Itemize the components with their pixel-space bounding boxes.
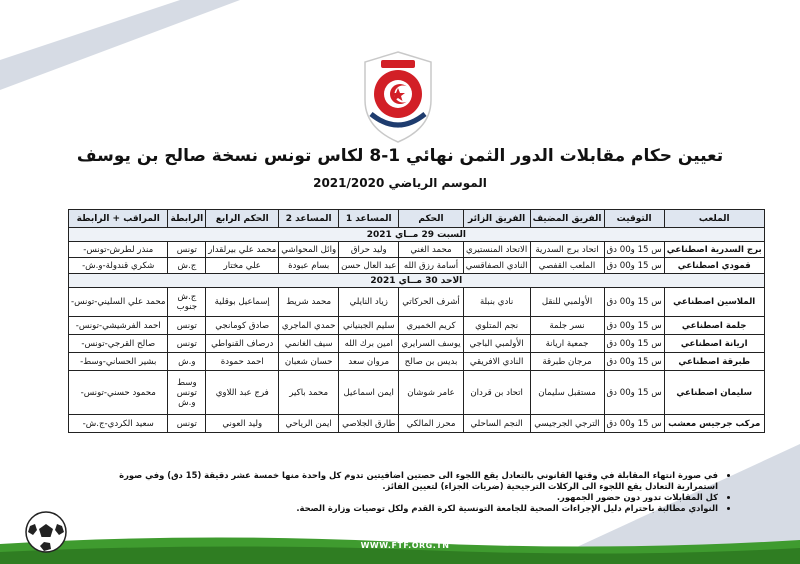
cell-assistant2: محمد شريط bbox=[279, 288, 339, 317]
date-sunday: الاحد 30 مــاي 2021 bbox=[69, 274, 765, 288]
col-home: الفريق المضيف bbox=[530, 210, 604, 228]
cell-fourth: محمد علي بيرلقدار bbox=[206, 242, 279, 258]
ftf-logo bbox=[357, 48, 439, 146]
cell-league: تونس bbox=[168, 242, 206, 258]
cell-assistant1: سليم الجبنياني bbox=[339, 317, 399, 335]
soccer-ball-icon bbox=[24, 510, 68, 554]
cell-league: ج.ش جنوب bbox=[168, 288, 206, 317]
cell-away: الاتحاد المنستيري bbox=[463, 242, 530, 258]
cell-assistant1: ايمن اسماعيل bbox=[339, 371, 399, 415]
col-referee: الحكم bbox=[399, 210, 463, 228]
cell-fourth: إسماعيل بوقلية bbox=[206, 288, 279, 317]
cell-home: جمعية اريانة bbox=[530, 335, 604, 353]
cell-time: س 15 و00 دق bbox=[604, 353, 664, 371]
cell-time: س 15 و00 دق bbox=[604, 371, 664, 415]
col-league: الرابطة bbox=[168, 210, 206, 228]
cell-league: وسط تونس و.ش bbox=[168, 371, 206, 415]
cell-league: ج.ش bbox=[168, 258, 206, 274]
cell-stadium: قمودي اصطناعي bbox=[664, 258, 764, 274]
cell-observer: شكري قندولة-و.ش- bbox=[69, 258, 168, 274]
cell-assistant2: محمد باكير bbox=[279, 371, 339, 415]
cell-observer: بشير الحساني-وسط- bbox=[69, 353, 168, 371]
cell-away: النادي الصفاقسي bbox=[463, 258, 530, 274]
cell-home: الأولمبي للنقل bbox=[530, 288, 604, 317]
cell-league: و.ش bbox=[168, 353, 206, 371]
cell-away: اتحاد بن قردان bbox=[463, 371, 530, 415]
cell-assistant2: سيف الغانمي bbox=[279, 335, 339, 353]
date-row bbox=[69, 274, 765, 288]
cell-assistant2: وائل المحواشي bbox=[279, 242, 339, 258]
cell-league: تونس bbox=[168, 415, 206, 433]
table-header-row bbox=[69, 210, 765, 228]
table-row bbox=[69, 258, 765, 274]
cell-referee: بديس بن صالح bbox=[399, 353, 463, 371]
cell-referee: محرز المالكي bbox=[399, 415, 463, 433]
cell-referee: أسامة رزق الله bbox=[399, 258, 463, 274]
cell-stadium: جلمة اصطناعي bbox=[664, 317, 764, 335]
cell-observer: احمد الفرشيشي-تونس- bbox=[69, 317, 168, 335]
decorative-corner-top-left bbox=[0, 0, 240, 90]
notes bbox=[118, 470, 730, 514]
col-assistant2: المساعد 2 bbox=[279, 210, 339, 228]
table-row bbox=[69, 371, 765, 415]
cell-assistant2: حسان شعبان bbox=[279, 353, 339, 371]
cell-league: تونس bbox=[168, 335, 206, 353]
schedule-table bbox=[68, 209, 765, 433]
table-row bbox=[69, 335, 765, 353]
cell-referee: محمد الغني bbox=[399, 242, 463, 258]
season-subtitle: الموسم الرياضي 2021/2020 bbox=[313, 176, 487, 190]
col-away: الفريق الزائر bbox=[463, 210, 530, 228]
cell-fourth: فرج عبد اللاوي bbox=[206, 371, 279, 415]
cell-away: النجم الساحلي bbox=[463, 415, 530, 433]
cell-stadium: مركب جرجيس معشب bbox=[664, 415, 764, 433]
cell-time: س 15 و00 دق bbox=[604, 242, 664, 258]
cell-assistant1: طارق الجلاصي bbox=[339, 415, 399, 433]
date-saturday: السبت 29 مــاي 2021 bbox=[69, 228, 765, 242]
table-row bbox=[69, 242, 765, 258]
cell-assistant1: زياد النايلي bbox=[339, 288, 399, 317]
table-row bbox=[69, 288, 765, 317]
cell-home: الملعب القفصي bbox=[530, 258, 604, 274]
table-row bbox=[69, 317, 765, 335]
cell-observer: محمود حسني-تونس- bbox=[69, 371, 168, 415]
cell-home: مستقبل سليمان bbox=[530, 371, 604, 415]
cell-fourth: احمد حمودة bbox=[206, 353, 279, 371]
note-item: • النوادي مطالبة باحترام دليل الإجراءات الصحية للجامعة التونسية لكرة القدم ولكل توصيات وزارة الصحة. bbox=[118, 503, 718, 514]
cell-time: س 15 و00 دق bbox=[604, 415, 664, 433]
cell-time: س 15 و00 دق bbox=[604, 317, 664, 335]
cell-assistant1: وليد حراق bbox=[339, 242, 399, 258]
cell-fourth: صادق كومانجي bbox=[206, 317, 279, 335]
cell-assistant2: بسام عبودة bbox=[279, 258, 339, 274]
cell-stadium: طبرقة اصطناعي bbox=[664, 353, 764, 371]
cell-assistant1: امين برك الله bbox=[339, 335, 399, 353]
cell-observer: سعيد الكردي-ج.ش- bbox=[69, 415, 168, 433]
cell-stadium: برج السدرية اصطناعي bbox=[664, 242, 764, 258]
note-item: • في صورة انتهاء المقابلة في وقتها القانوني بالتعادل يقع اللجوء الى حصتين اضافيتين تدوم كل واحدة منها خمسة عشر دقيقة (15 دق) وفي صورة استمرارية التعادل يقع اللجوء الى الركلات الترجيحية (ضربات الجزاء) لتعيين الفائز. bbox=[118, 470, 718, 492]
cell-home: مرجان طبرقة bbox=[530, 353, 604, 371]
cell-assistant1: مروان سعد bbox=[339, 353, 399, 371]
cell-time: س 15 و00 دق bbox=[604, 288, 664, 317]
date-row bbox=[69, 228, 765, 242]
cell-referee: كريم الخميري bbox=[399, 317, 463, 335]
cell-away: نجم المتلوي bbox=[463, 317, 530, 335]
cell-home: نسر جلمة bbox=[530, 317, 604, 335]
cell-stadium: الملاسين اصطناعي bbox=[664, 288, 764, 317]
cell-stadium: سليمان اصطناعي bbox=[664, 371, 764, 415]
cell-time: س 15 و00 دق bbox=[604, 335, 664, 353]
cell-observer: منذر لطرش-تونس- bbox=[69, 242, 168, 258]
cell-observer: محمد علي السليني-تونس- bbox=[69, 288, 168, 317]
cell-assistant2: حمدي الماجري bbox=[279, 317, 339, 335]
col-stadium: الملعب bbox=[664, 210, 764, 228]
cell-referee: يوسف السرايري bbox=[399, 335, 463, 353]
cell-home: اتحاد برج السدرية bbox=[530, 242, 604, 258]
cell-observer: صالح القرجي-تونس- bbox=[69, 335, 168, 353]
cell-time: س 15 و00 دق bbox=[604, 258, 664, 274]
cell-away: الأولمبي الباجي bbox=[463, 335, 530, 353]
cell-stadium: اريانة اصطناعي bbox=[664, 335, 764, 353]
cell-assistant1: عبد العال حسن bbox=[339, 258, 399, 274]
col-assistant1: المساعد 1 bbox=[339, 210, 399, 228]
table-row bbox=[69, 353, 765, 371]
table-row bbox=[69, 415, 765, 433]
cell-assistant2: ايمن الرياحي bbox=[279, 415, 339, 433]
cell-fourth: درصاف القنواطي bbox=[206, 335, 279, 353]
cell-league: تونس bbox=[168, 317, 206, 335]
col-observer: المراقب + الرابطة bbox=[69, 210, 168, 228]
cell-away: نادي بنبلة bbox=[463, 288, 530, 317]
cell-home: الترجي الجرجيسي bbox=[530, 415, 604, 433]
cell-referee: أشرف الحركاتي bbox=[399, 288, 463, 317]
col-fourth: الحكم الرابع bbox=[206, 210, 279, 228]
cell-referee: عامر شوشان bbox=[399, 371, 463, 415]
website-link[interactable]: WWW.FTF.ORG.TN bbox=[360, 541, 450, 550]
note-item: • كل المقابلات تدور دون حضور الجمهور. bbox=[118, 492, 718, 503]
cell-fourth: علي مختار bbox=[206, 258, 279, 274]
col-time: التوقيت bbox=[604, 210, 664, 228]
cell-fourth: وليد العوني bbox=[206, 415, 279, 433]
cell-away: النادي الافريقي bbox=[463, 353, 530, 371]
page-title: تعيين حكام مقابلات الدور الثمن نهائي 1-8 لكاس تونس نسخة صالح بن يوسف bbox=[76, 146, 724, 166]
